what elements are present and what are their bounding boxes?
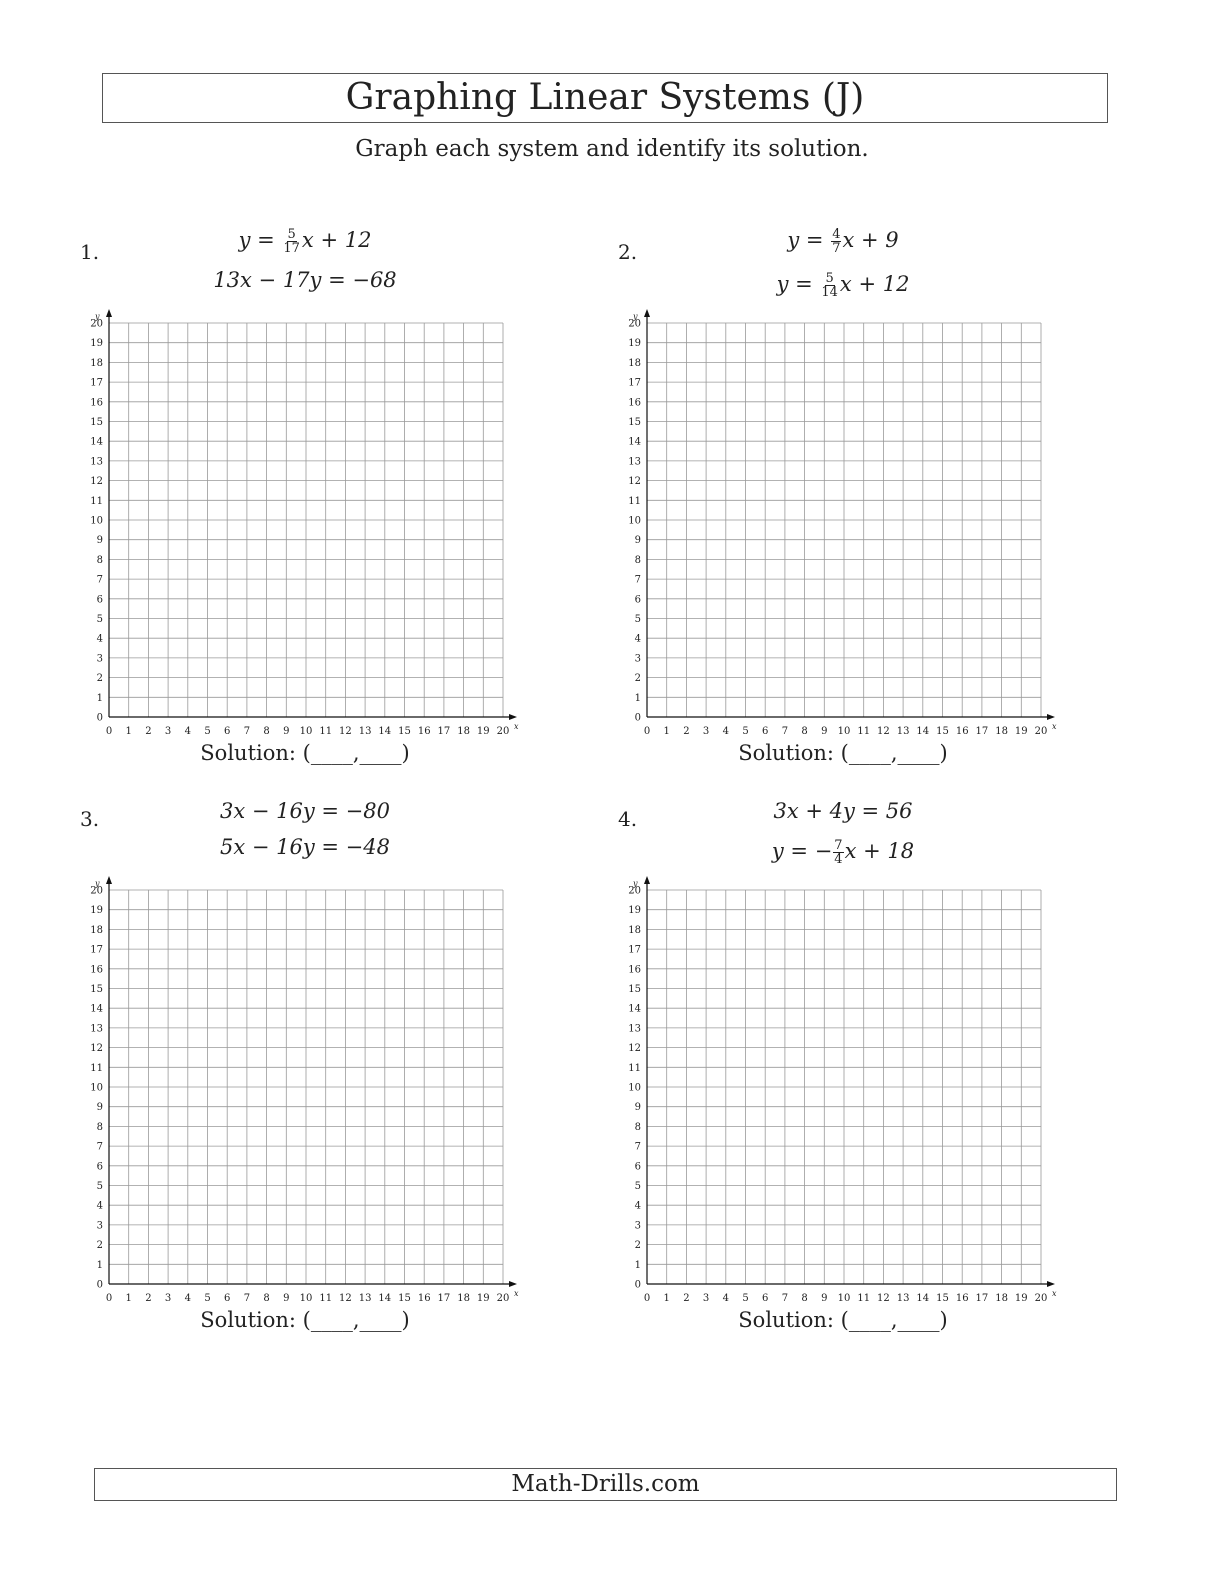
y-axis-label: y bbox=[95, 879, 100, 888]
y-tick-label: 13 bbox=[628, 1023, 641, 1035]
y-tick-label: 17 bbox=[90, 377, 103, 389]
problem-2 bbox=[618, 228, 1138, 788]
x-tick-label: 19 bbox=[476, 726, 490, 737]
x-tick-label: 17 bbox=[975, 726, 989, 737]
y-tick-label: 13 bbox=[628, 456, 641, 468]
x-tick-label: 10 bbox=[299, 1293, 313, 1304]
x-tick-label: 12 bbox=[877, 1293, 890, 1304]
x-axis-label: x bbox=[514, 722, 519, 731]
problem-number: 1. bbox=[80, 240, 100, 264]
y-axis-label: y bbox=[633, 879, 638, 888]
y-tick-label: 20 bbox=[90, 318, 103, 330]
fraction: $\frac{5}{14}$ bbox=[821, 271, 838, 300]
y-tick-label: 8 bbox=[634, 1121, 641, 1133]
x-tick-label: 1 bbox=[125, 726, 132, 737]
y-tick-label: 8 bbox=[96, 1121, 103, 1133]
x-tick-label: 16 bbox=[955, 726, 969, 737]
x-tick-label: 9 bbox=[821, 726, 828, 737]
problem-number: 2. bbox=[618, 240, 638, 264]
y-tick-label: 7 bbox=[96, 1141, 103, 1153]
y-tick-label: 20 bbox=[628, 318, 641, 330]
x-tick-label: 11 bbox=[857, 1293, 871, 1304]
equation-1: 3x − 16y = −80 bbox=[220, 799, 390, 823]
worksheet-title-box bbox=[102, 73, 1108, 123]
y-tick-label: 16 bbox=[90, 397, 103, 409]
y-tick-label: 12 bbox=[628, 476, 641, 488]
y-tick-label: 5 bbox=[96, 614, 103, 625]
problem-4 bbox=[618, 795, 1138, 1355]
y-tick-label: 20 bbox=[628, 885, 641, 897]
y-tick-label: 15 bbox=[90, 984, 103, 995]
x-tick-label: 20 bbox=[1034, 1293, 1048, 1304]
y-tick-label: 16 bbox=[628, 397, 641, 409]
y-tick-label: 16 bbox=[90, 964, 103, 976]
y-tick-label: 7 bbox=[634, 574, 641, 586]
y-tick-label: 14 bbox=[90, 1003, 103, 1015]
y-tick-label: 6 bbox=[96, 594, 103, 606]
x-tick-label: 5 bbox=[204, 726, 211, 737]
x-tick-label: 10 bbox=[299, 726, 313, 737]
y-tick-label: 8 bbox=[634, 554, 641, 566]
y-axis-label: y bbox=[95, 312, 100, 321]
x-tick-label: 16 bbox=[955, 1293, 969, 1304]
y-tick-label: 2 bbox=[634, 673, 641, 685]
solution-blank: Solution: (____,____) bbox=[200, 741, 410, 765]
x-tick-label: 9 bbox=[821, 1293, 828, 1304]
y-tick-label: 19 bbox=[628, 905, 641, 917]
x-tick-label: 15 bbox=[398, 726, 411, 737]
x-tick-label: 11 bbox=[857, 726, 871, 737]
x-tick-label: 7 bbox=[781, 726, 789, 737]
x-tick-label: 3 bbox=[164, 726, 172, 737]
x-tick-label: 8 bbox=[263, 726, 270, 737]
x-tick-label: 20 bbox=[496, 726, 510, 737]
x-tick-label: 6 bbox=[224, 726, 231, 737]
x-tick-label: 7 bbox=[243, 726, 251, 737]
y-tick-label: 18 bbox=[628, 357, 641, 369]
coordinate-grid[interactable] bbox=[80, 303, 530, 738]
x-tick-label: 17 bbox=[437, 1293, 451, 1304]
x-tick-label: 7 bbox=[781, 1293, 789, 1304]
x-axis-arrow bbox=[1047, 714, 1055, 720]
equation-2: 5x − 16y = −48 bbox=[220, 835, 390, 859]
x-tick-label: 13 bbox=[358, 1293, 372, 1304]
coordinate-grid[interactable] bbox=[618, 303, 1068, 738]
x-tick-label: 15 bbox=[936, 726, 949, 737]
x-tick-label: 10 bbox=[837, 1293, 851, 1304]
equation-2: y = − $\frac{7}{4}$ x + 18 bbox=[771, 838, 915, 867]
x-tick-label: 17 bbox=[437, 726, 451, 737]
x-tick-label: 5 bbox=[742, 1293, 749, 1304]
fraction: $\frac{5}{17}$ bbox=[283, 227, 300, 256]
y-tick-label: 11 bbox=[628, 495, 641, 507]
y-tick-label: 18 bbox=[90, 357, 103, 369]
y-tick-label: 7 bbox=[634, 1141, 641, 1153]
x-tick-label: 13 bbox=[358, 726, 372, 737]
y-tick-label: 1 bbox=[634, 1259, 641, 1271]
y-tick-label: 10 bbox=[90, 1082, 103, 1094]
x-tick-label: 13 bbox=[896, 726, 910, 737]
y-tick-label: 12 bbox=[90, 476, 103, 488]
x-tick-label: 0 bbox=[643, 726, 651, 737]
x-tick-label: 20 bbox=[496, 1293, 510, 1304]
x-tick-label: 20 bbox=[1034, 726, 1048, 737]
y-axis-label: y bbox=[633, 312, 638, 321]
y-tick-label: 12 bbox=[628, 1043, 641, 1055]
x-tick-label: 2 bbox=[683, 726, 690, 737]
footer: Math-Drills.com bbox=[94, 1468, 1117, 1501]
x-tick-label: 6 bbox=[224, 1293, 231, 1304]
y-tick-label: 15 bbox=[628, 417, 641, 428]
fraction: $\frac{7}{4}$ bbox=[834, 838, 843, 867]
y-tick-label: 14 bbox=[90, 436, 103, 448]
y-tick-label: 3 bbox=[96, 653, 103, 665]
x-tick-label: 16 bbox=[417, 1293, 431, 1304]
y-tick-label: 12 bbox=[90, 1043, 103, 1055]
y-tick-label: 17 bbox=[628, 377, 641, 389]
x-tick-label: 8 bbox=[263, 1293, 270, 1304]
x-tick-label: 17 bbox=[975, 1293, 989, 1304]
solution-blank: Solution: (____,____) bbox=[738, 741, 948, 765]
fraction: $\frac{4}{7}$ bbox=[832, 227, 841, 256]
x-tick-label: 9 bbox=[283, 1293, 290, 1304]
y-tick-label: 2 bbox=[96, 1240, 103, 1252]
x-tick-label: 18 bbox=[995, 1293, 1008, 1304]
y-tick-label: 5 bbox=[634, 614, 641, 625]
y-tick-label: 8 bbox=[96, 554, 103, 566]
y-tick-label: 1 bbox=[634, 692, 641, 704]
y-tick-label: 10 bbox=[628, 515, 641, 527]
y-tick-label: 7 bbox=[96, 574, 103, 586]
x-axis-arrow bbox=[1047, 1281, 1055, 1287]
x-tick-label: 1 bbox=[663, 726, 670, 737]
x-tick-label: 8 bbox=[801, 1293, 808, 1304]
x-tick-label: 14 bbox=[916, 726, 930, 737]
y-tick-label: 0 bbox=[96, 1279, 103, 1291]
x-tick-label: 14 bbox=[916, 1293, 930, 1304]
x-axis-arrow bbox=[509, 1281, 517, 1287]
y-tick-label: 17 bbox=[90, 944, 103, 956]
x-tick-label: 5 bbox=[742, 726, 749, 737]
x-tick-label: 9 bbox=[283, 726, 290, 737]
x-tick-label: 3 bbox=[702, 1293, 710, 1304]
x-tick-label: 18 bbox=[457, 1293, 470, 1304]
y-axis-arrow bbox=[644, 309, 650, 317]
x-tick-label: 8 bbox=[801, 726, 808, 737]
x-tick-label: 16 bbox=[417, 726, 431, 737]
y-tick-label: 4 bbox=[634, 633, 641, 645]
y-tick-label: 11 bbox=[628, 1062, 641, 1074]
x-tick-label: 19 bbox=[1014, 726, 1028, 737]
y-tick-label: 2 bbox=[96, 673, 103, 685]
y-tick-label: 3 bbox=[634, 653, 641, 665]
y-tick-label: 19 bbox=[90, 905, 103, 917]
y-tick-label: 4 bbox=[634, 1200, 641, 1212]
y-tick-label: 10 bbox=[628, 1082, 641, 1094]
y-tick-label: 19 bbox=[90, 338, 103, 350]
y-axis-arrow bbox=[106, 309, 112, 317]
equation-2: y = $\frac{5}{14}$ x + 12 bbox=[776, 271, 910, 300]
y-tick-label: 9 bbox=[96, 535, 103, 547]
y-tick-label: 15 bbox=[628, 984, 641, 995]
problem-number: 4. bbox=[618, 807, 638, 831]
equation-1: y = $\frac{5}{17}$ x + 12 bbox=[238, 227, 372, 256]
y-tick-label: 17 bbox=[628, 944, 641, 956]
x-tick-label: 14 bbox=[378, 1293, 392, 1304]
x-tick-label: 1 bbox=[125, 1293, 132, 1304]
y-tick-label: 5 bbox=[96, 1181, 103, 1192]
x-tick-label: 1 bbox=[663, 1293, 670, 1304]
x-tick-label: 12 bbox=[339, 1293, 352, 1304]
x-tick-label: 18 bbox=[457, 726, 470, 737]
solution-blank: Solution: (____,____) bbox=[200, 1308, 410, 1332]
y-tick-label: 11 bbox=[90, 495, 103, 507]
y-tick-label: 6 bbox=[634, 1161, 641, 1173]
x-tick-label: 5 bbox=[204, 1293, 211, 1304]
x-tick-label: 0 bbox=[105, 726, 113, 737]
x-axis-arrow bbox=[509, 714, 517, 720]
y-tick-label: 18 bbox=[90, 924, 103, 936]
y-axis-arrow bbox=[644, 876, 650, 884]
x-tick-label: 3 bbox=[164, 1293, 172, 1304]
x-tick-label: 13 bbox=[896, 1293, 910, 1304]
x-axis-label: x bbox=[514, 1289, 519, 1298]
y-tick-label: 19 bbox=[628, 338, 641, 350]
x-tick-label: 0 bbox=[105, 1293, 113, 1304]
x-tick-label: 3 bbox=[702, 726, 710, 737]
x-tick-label: 4 bbox=[722, 1293, 729, 1304]
worksheet-title: Graphing Linear Systems (J) bbox=[345, 77, 865, 118]
y-tick-label: 4 bbox=[96, 633, 103, 645]
x-tick-label: 12 bbox=[877, 726, 890, 737]
x-tick-label: 4 bbox=[184, 1293, 191, 1304]
y-tick-label: 2 bbox=[634, 1240, 641, 1252]
y-tick-label: 14 bbox=[628, 1003, 641, 1015]
x-tick-label: 4 bbox=[722, 726, 729, 737]
y-tick-label: 0 bbox=[634, 1279, 641, 1291]
x-tick-label: 11 bbox=[319, 1293, 333, 1304]
y-tick-label: 0 bbox=[634, 712, 641, 724]
x-tick-label: 19 bbox=[476, 1293, 490, 1304]
problem-3 bbox=[80, 795, 600, 1355]
y-tick-label: 9 bbox=[634, 535, 641, 547]
y-tick-label: 3 bbox=[96, 1220, 103, 1232]
x-tick-label: 12 bbox=[339, 726, 352, 737]
x-tick-label: 15 bbox=[936, 1293, 949, 1304]
x-tick-label: 6 bbox=[762, 1293, 769, 1304]
x-tick-label: 0 bbox=[643, 1293, 651, 1304]
x-tick-label: 14 bbox=[378, 726, 392, 737]
x-tick-label: 6 bbox=[762, 726, 769, 737]
y-tick-label: 9 bbox=[634, 1102, 641, 1114]
y-tick-label: 4 bbox=[96, 1200, 103, 1212]
y-tick-label: 18 bbox=[628, 924, 641, 936]
x-axis-label: x bbox=[1052, 1289, 1057, 1298]
x-axis-label: x bbox=[1052, 722, 1057, 731]
problem-1 bbox=[80, 228, 600, 788]
equation-2: 13x − 17y = −68 bbox=[213, 268, 397, 292]
x-tick-label: 11 bbox=[319, 726, 333, 737]
y-tick-label: 16 bbox=[628, 964, 641, 976]
y-axis-arrow bbox=[106, 876, 112, 884]
coordinate-grid[interactable] bbox=[618, 870, 1068, 1305]
y-tick-label: 3 bbox=[634, 1220, 641, 1232]
y-tick-label: 5 bbox=[634, 1181, 641, 1192]
equation-1: y = $\frac{4}{7}$ x + 9 bbox=[787, 227, 899, 256]
x-tick-label: 10 bbox=[837, 726, 851, 737]
y-tick-label: 20 bbox=[90, 885, 103, 897]
y-tick-label: 14 bbox=[628, 436, 641, 448]
y-tick-label: 15 bbox=[90, 417, 103, 428]
x-tick-label: 4 bbox=[184, 726, 191, 737]
coordinate-grid[interactable] bbox=[80, 870, 530, 1305]
y-tick-label: 11 bbox=[90, 1062, 103, 1074]
y-tick-label: 0 bbox=[96, 712, 103, 724]
x-tick-label: 2 bbox=[145, 726, 152, 737]
y-tick-label: 10 bbox=[90, 515, 103, 527]
x-tick-label: 15 bbox=[398, 1293, 411, 1304]
y-tick-label: 1 bbox=[96, 692, 103, 704]
x-tick-label: 19 bbox=[1014, 1293, 1028, 1304]
y-tick-label: 1 bbox=[96, 1259, 103, 1271]
y-tick-label: 9 bbox=[96, 1102, 103, 1114]
solution-blank: Solution: (____,____) bbox=[738, 1308, 948, 1332]
equation-1: 3x + 4y = 56 bbox=[773, 799, 913, 823]
y-tick-label: 13 bbox=[90, 1023, 103, 1035]
problem-number: 3. bbox=[80, 807, 100, 831]
x-tick-label: 18 bbox=[995, 726, 1008, 737]
y-tick-label: 6 bbox=[96, 1161, 103, 1173]
x-tick-label: 7 bbox=[243, 1293, 251, 1304]
worksheet-instructions: Graph each system and identify its solution. bbox=[355, 136, 869, 162]
x-tick-label: 2 bbox=[683, 1293, 690, 1304]
x-tick-label: 2 bbox=[145, 1293, 152, 1304]
y-tick-label: 6 bbox=[634, 594, 641, 606]
y-tick-label: 13 bbox=[90, 456, 103, 468]
